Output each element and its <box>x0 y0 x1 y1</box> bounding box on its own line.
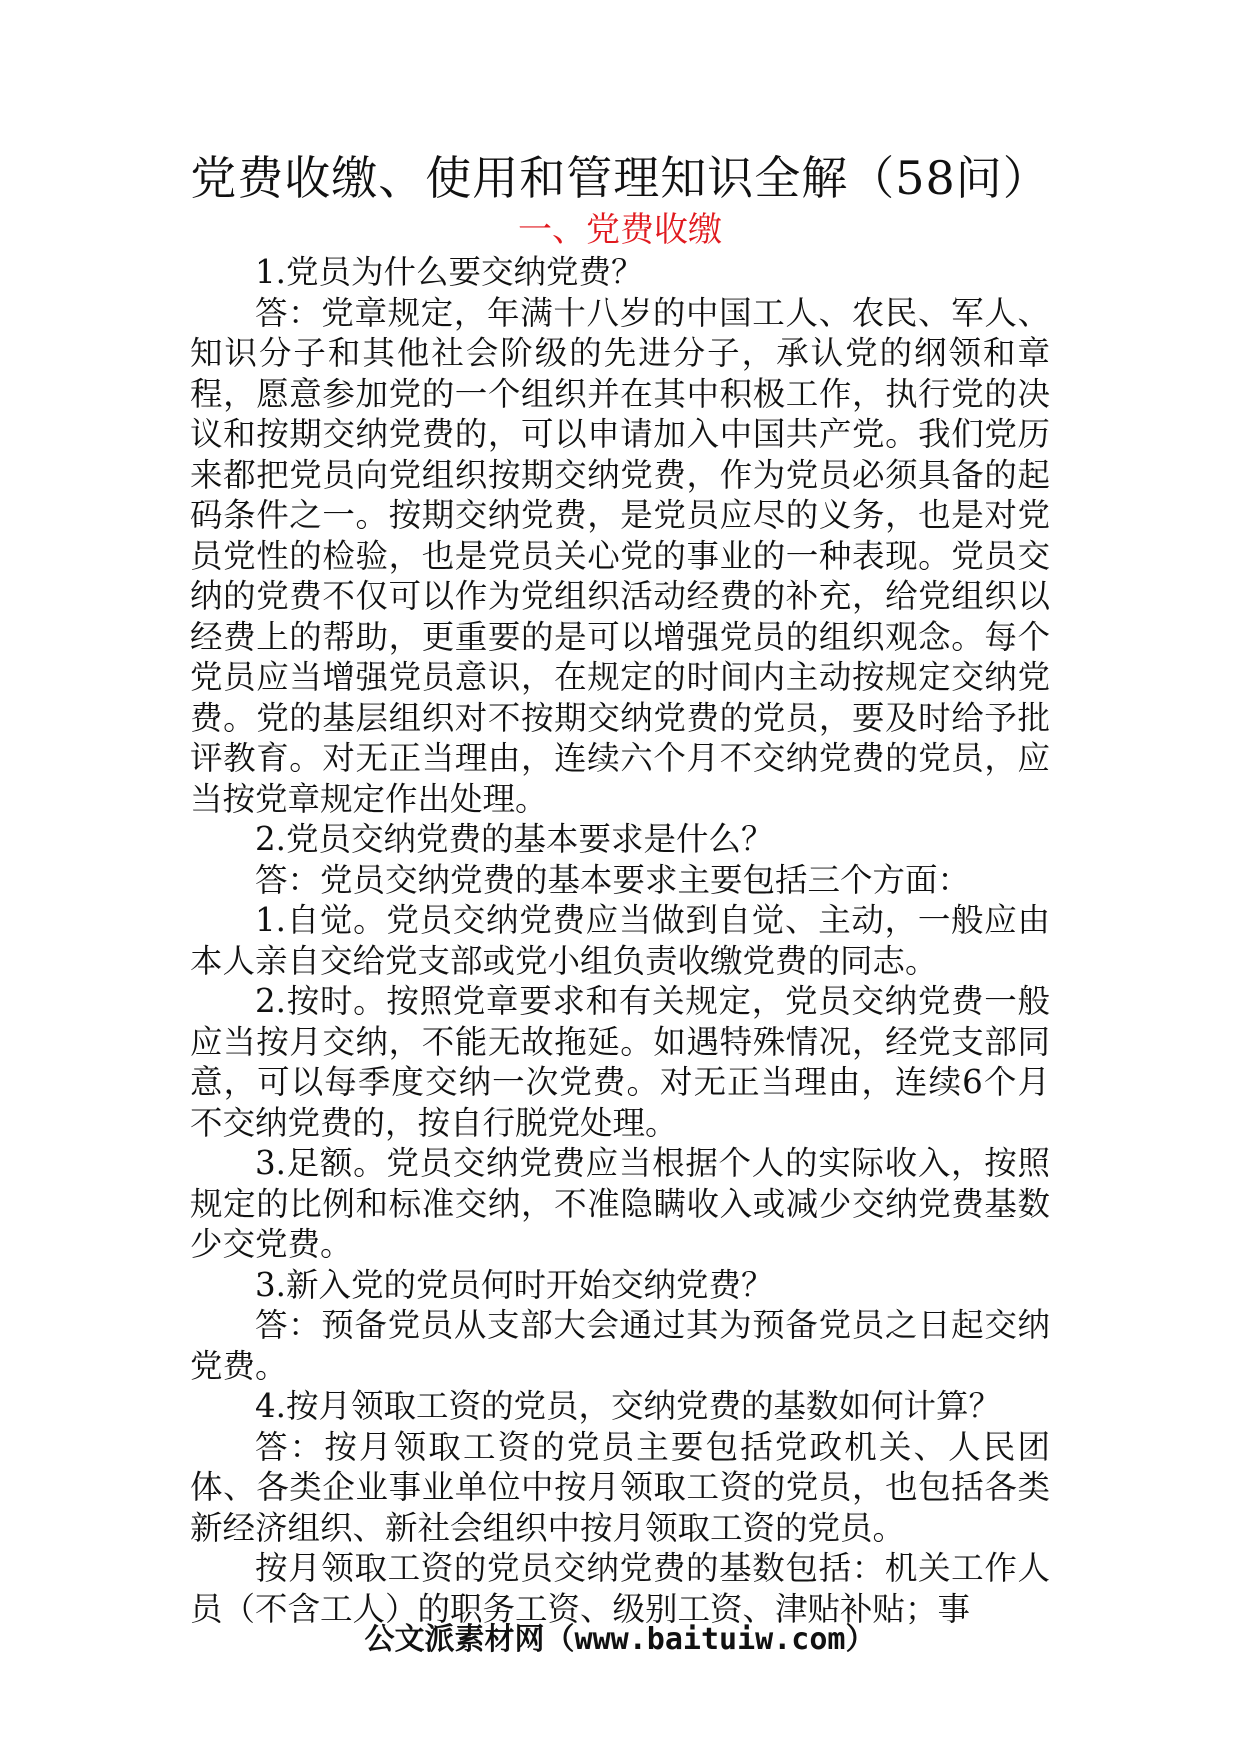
answer-paragraph: 答：预备党员从支部大会通过其为预备党员之日起交纳党费。 <box>190 1306 1050 1385</box>
document-body <box>190 252 1050 1629</box>
document-title: 党费收缴、使用和管理知识全解（58问） <box>190 151 1050 205</box>
footer-watermark: 公文派素材网（www.baituiw.com） <box>364 1622 876 1657</box>
answer-paragraph: 答：党章规定，年满十八岁的中国工人、农民、军人、知识分子和其他社会阶级的先进分子，承认党的纲领和章程，愿意参加党的一个组织并在其中积极工作，执行党的决议和按期交纳党费的，可以申请加入中国共产党。我们党历来都把党员向党组织按期交纳党费，作为党员必须具备的起码条件之一。按期交纳党费，是党员应尽的义务，也是对党员党性的检验，也是党员关心党的事业的一种表现。党员交纳的党费不仅可以作为党组织活动经费的补充，给党组织以经费上的帮助，更重要的是可以增强党员的组织观念。每个党员应当增强党员意识，在规定的时间内主动按规定交纳党费。党的基层组织对不按期交纳党费的党员，要及时给予批评教育。对无正当理由，连续六个月不交纳党费的党员，应当按党章规定作出处理。 <box>190 293 1050 818</box>
list-paragraph: 2.按时。按照党章要求和有关规定，党员交纳党费一般应当按月交纳，不能无故拖延。如遇特殊情况，经党支部同意，可以每季度交纳一次党费。对无正当理由，连续6个月不交纳党费的，按自行脱党处理。 <box>190 982 1050 1142</box>
question-paragraph: 2.党员交纳党费的基本要求是什么？ <box>255 820 774 858</box>
question-paragraph: 4.按月领取工资的党员，交纳党费的基数如何计算？ <box>255 1387 1002 1425</box>
body-paragraph: 按月领取工资的党员交纳党费的基数包括：机关工作人员（不含工人）的职务工资、级别工资、津贴补贴；事 <box>190 1549 1050 1628</box>
answer-paragraph: 答：按月领取工资的党员主要包括党政机关、人民团体、各类企业事业单位中按月领取工资的党员，也包括各类新经济组织、新社会组织中按月领取工资的党员。 <box>190 1427 1050 1547</box>
list-paragraph: 3.足额。党员交纳党费应当根据个人的实际收入，按照规定的比例和标准交纳，不准隐瞒收入或减少交纳党费基数少交党费。 <box>190 1144 1050 1263</box>
question-paragraph: 1.党员为什么要交纳党费？ <box>255 253 644 291</box>
list-paragraph: 1.自觉。党员交纳党费应当做到自觉、主动，一般应由本人亲自交给党支部或党小组负责收缴党费的同志。 <box>190 901 1050 980</box>
question-paragraph: 3.新入党的党员何时开始交纳党费？ <box>255 1265 774 1304</box>
answer-paragraph: 答：党员交纳党费的基本要求主要包括三个方面： <box>255 860 971 899</box>
section-heading: 一、党费收缴 <box>518 210 722 250</box>
